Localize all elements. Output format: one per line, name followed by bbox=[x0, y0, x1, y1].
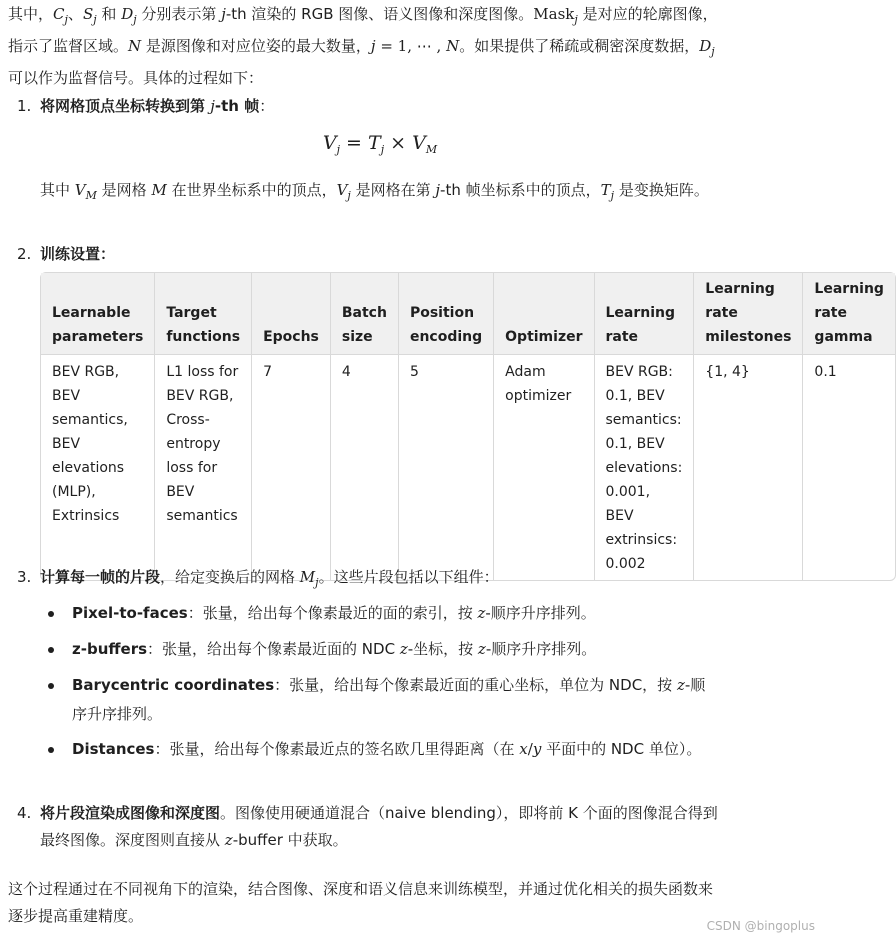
component-barycentric-coordinates: Barycentric coordinates：张量，给出每个像素最近面的重心坐标，单位为 NDC，按 z-顺序升序排列。 bbox=[72, 676, 706, 723]
conclusion-paragraph: 这个过程通过在不同视角下的渲染，结合图像、深度和语义信息来训练模型，并通过优化相关的损失函数来逐步提高重建精度。 bbox=[8, 880, 714, 925]
step-2-title: 训练设置： bbox=[40, 245, 116, 263]
table-header: Learning rate milestones bbox=[694, 273, 803, 355]
math-s-j: $S_j$ bbox=[82, 5, 97, 26]
bullet-dot bbox=[48, 747, 54, 753]
intro-paragraph: 其中，$C_j$、$S_j$ 和 $D_j$ 分别表示第 j-th 渲染的 RGB 图像、语义图像和深度图像。Mask$_j$ 是对应的轮廓图像，指示了监督区域。N 是源图像和对应位姿的最大数量，j = 1, ⋯ , N。如果提供了稀疏或稠密深度数据，$D_j$ 可以作为监督信号。具体的过程如下： bbox=[8, 5, 718, 87]
step-3-title: 计算每一帧的片段，给定变换后的网格 $M_j$。这些片段包括以下组件： bbox=[40, 568, 499, 589]
intro-text: 其中， bbox=[8, 5, 54, 23]
table-header: Optimizer bbox=[494, 273, 594, 355]
table-header: Epochs bbox=[252, 273, 331, 355]
table-cell: BEV RGB, BEV semantics, BEV elevations (MLP), Extrinsics bbox=[41, 355, 155, 580]
table-cell: BEV RGB: 0.1, BEV semantics: 0.1, BEV elevations: 0.001, BEV extrinsics: 0.002 bbox=[595, 355, 695, 580]
eq-t-j: $T_j$ bbox=[368, 132, 385, 156]
component-pixel-to-faces: Pixel-to-faces：张量，给出每个像素最近的面的索引，按 z-顺序升序排列。 bbox=[72, 604, 596, 622]
math-d-j-2: $D_j$ bbox=[699, 37, 715, 58]
table-cell: L1 loss for BEV RGB, Cross-entropy loss for BEV semantics bbox=[155, 355, 252, 580]
bullet-dot bbox=[48, 647, 54, 653]
table-cell: 4 bbox=[331, 355, 399, 580]
csdn-watermark: CSDN @bingoplus bbox=[706, 919, 815, 933]
transform-equation: $V_j = T_j \times V_M$ bbox=[322, 132, 438, 156]
step-3-number: 3. bbox=[17, 568, 32, 586]
table-header-row bbox=[41, 273, 895, 355]
step-4-description: 将片段渲染成图像和深度图。图像使用硬通道混合（naive blending），即将前 K 个面的图像混合得到最终图像。深度图则直接从 z-buffer 中获取。 bbox=[40, 804, 718, 849]
math-j: j bbox=[221, 5, 226, 23]
step-1-number: 1. bbox=[17, 97, 32, 115]
table-cell: {1, 4} bbox=[694, 355, 803, 580]
table-cell: 0.1 bbox=[814, 364, 837, 380]
math-mask-j: Mask$_j$ bbox=[533, 5, 578, 26]
bullet-dot bbox=[48, 611, 54, 617]
bullet-dot bbox=[48, 683, 54, 689]
math-c-j: $C_j$ bbox=[53, 5, 68, 26]
table-header: Position encoding bbox=[399, 273, 494, 355]
table-cell: 5 bbox=[399, 355, 494, 580]
component-distances: Distances：张量，给出每个像素最近点的签名欧几里得距离（在 x/y 平面中的 NDC 单位）。 bbox=[72, 740, 702, 758]
table-header: Target functions bbox=[155, 273, 252, 355]
table-row bbox=[41, 355, 895, 580]
step-2-number: 2. bbox=[17, 245, 32, 263]
math-d-j: $D_j$ bbox=[121, 5, 137, 26]
table-header: Learning rate gamma bbox=[803, 273, 895, 355]
step-4-number: 4. bbox=[17, 804, 32, 822]
eq-v-j: $V_j$ bbox=[322, 132, 341, 156]
table-header: Learning rate bbox=[595, 273, 695, 355]
math-j-range: j bbox=[370, 37, 376, 55]
table-header: Learnable parameters bbox=[41, 273, 155, 355]
step-1-title: 将网格顶点坐标转换到第 j-th 帧： bbox=[40, 97, 275, 115]
component-z-buffers: z-buffers：张量，给出每个像素最近面的 NDC z-坐标，按 z-顺序升序排列。 bbox=[72, 640, 597, 658]
training-settings-table bbox=[40, 272, 896, 581]
eq-v-m: $V_M$ bbox=[412, 132, 438, 156]
table-cell: Adam optimizer bbox=[494, 355, 594, 580]
table-header: Batch size bbox=[331, 273, 399, 355]
step-1-description: 其中 $V_M$ 是网格 M 在世界坐标系中的顶点，$V_j$ 是网格在第 j-th 帧坐标系中的顶点，$T_j$ 是变换矩阵。 bbox=[40, 181, 709, 202]
table-cell: 7 bbox=[252, 355, 331, 580]
math-n: N bbox=[128, 37, 142, 55]
